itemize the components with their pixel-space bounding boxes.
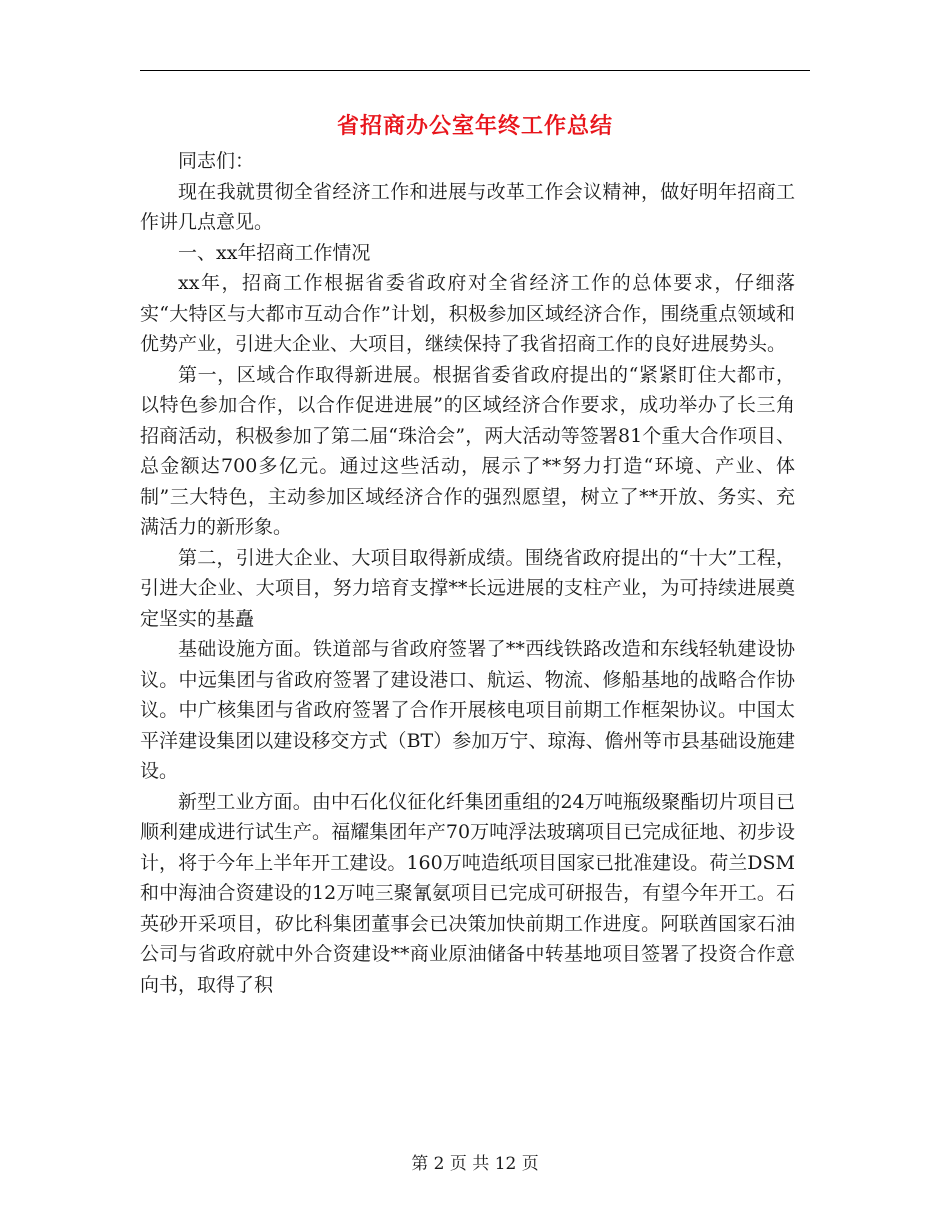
- document-body: [140, 146, 795, 1000]
- document-title: 省招商办公室年终工作总结: [336, 113, 613, 139]
- infrastructure-paragraph: 基础设施方面。铁道部与省政府签署了**西线铁路改造和东线轻轨建设协议。中远集团与省政府签署了建设港口、航运、物流、修船基地的战略合作协议。中广核集团与省政府签署了合作开展核电项目前期工作框架协议。中国太平洋建设集团以建设移交方式（BT）参加万宁、琼海、儋州等市县基础设施建设。: [140, 638, 795, 782]
- header-rule: [140, 70, 810, 71]
- intro-paragraph: 现在我就贯彻全省经济工作和进展与改革工作会议精神，做好明年招商工作讲几点意见。: [140, 180, 795, 233]
- industry-paragraph: 新型工业方面。由中石化仪征化纤集团重组的24万吨瓶级聚酯切片项目已顺利建成进行试生产。福耀集团年产70万吨浮法玻璃项目已完成征地、初步设计，将于今年上半年开工建设。160万吨造纸项目国家已批准建设。荷兰DSM和中海油合资建设的12万吨三聚氰氨项目已完成可研报告，有望今年开工。石英砂开采项目，矽比科集团董事会已决策加快前期工作进度。阿联酋国家石油公司与省政府就中外合资建设**商业原油储备中转基地项目签署了投资合作意向书，取得了积: [140, 790, 795, 996]
- section-heading: 一、xx年招商工作情况: [178, 241, 371, 264]
- page-number-footer: 第 2 页 共 12 页: [411, 1154, 539, 1174]
- point-one-paragraph: 第一，区域合作取得新进展。根据省委省政府提出的“紧紧盯住大都市，以特色参加合作，以合作促进进展”的区域经济合作要求，成功举办了长三角招商活动，积极参加了第二届“珠洽会”，两大活动等签署81个重大合作项目、总金额达700多亿元。通过这些活动，展示了**努力打造“环境、产业、体制”三大特色，主动参加区域经济合作的强烈愿望，树立了**开放、务实、充满活力的新形象。: [140, 363, 795, 538]
- point-two-paragraph: 第二，引进大企业、大项目取得新成绩。围绕省政府提出的“十大”工程，引进大企业、大项目，努力培育支撑**长远进展的支柱产业，为可持续进展奠定坚实的基矗: [140, 546, 795, 630]
- salutation: 同志们：: [178, 150, 255, 172]
- overview-paragraph: xx年，招商工作根据省委省政府对全省经济工作的总体要求，仔细落实“大特区与大都市互动合作”计划，积极参加区域经济合作，围绕重点领域和优势产业，引进大企业、大项目，继续保持了我省招商工作的良好进展势头。: [140, 272, 795, 355]
